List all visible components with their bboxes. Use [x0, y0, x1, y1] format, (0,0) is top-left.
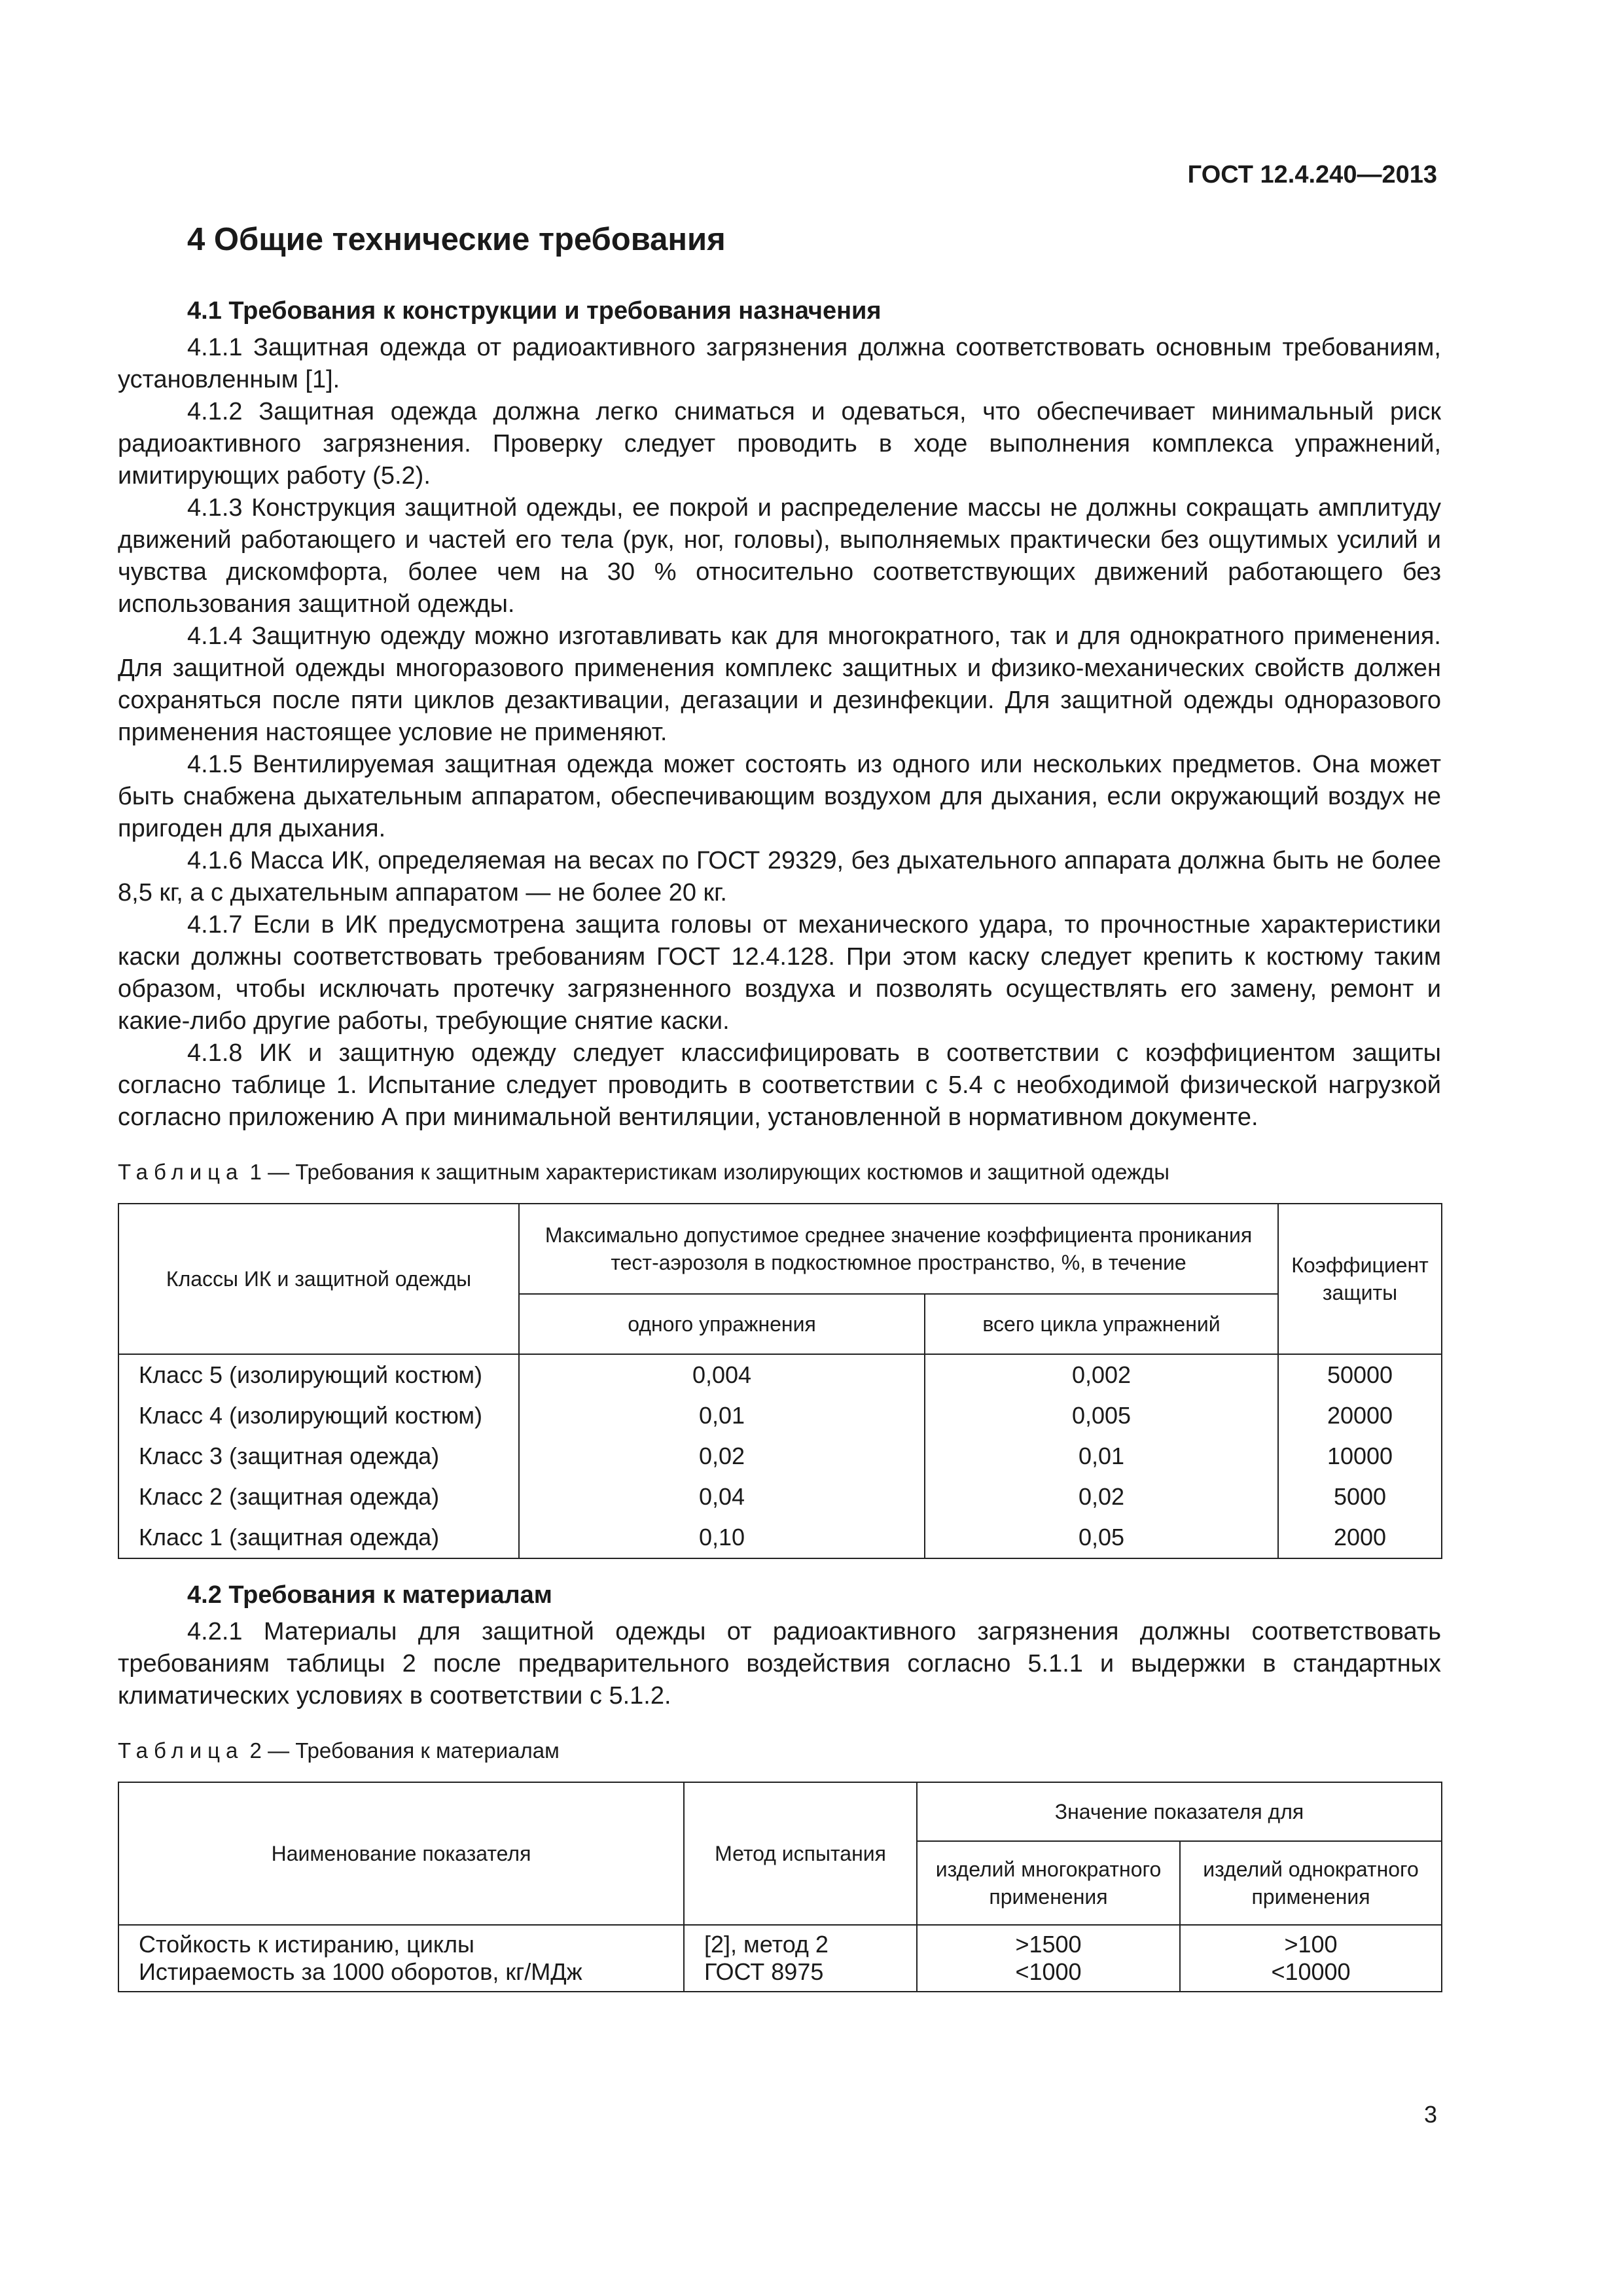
table2-caption	[118, 1738, 1441, 1763]
paragraph-4-2-1: 4.2.1 Материалы для защитной одежды от радиоактивного загрязнения должны соответствовать требованиям таблицы 2 после предварительного воздействия согласно 5.1.1 и выдержки в стандартных климатических условиях в соответствии с 5.1.2.	[118, 1618, 1441, 1710]
table1-caption-word: Таблица	[118, 1160, 244, 1184]
t1-header-class: Классы ИК и защитной одежды	[118, 1204, 519, 1354]
table-row	[118, 1436, 1442, 1477]
t1-cell-name: Класс 3 (защитная одежда)	[118, 1436, 519, 1477]
paragraph-4-1-2: 4.1.2 Защитная одежда должна легко сниматься и одеваться, что обеспечивает минимальный риск радиоактивного загрязнения. Проверку следует проводить в ходе выполнения комплекса упражнений, имитирующих работу (5.2).	[118, 398, 1441, 490]
t2-header-single: изделий однократного применения	[1180, 1841, 1442, 1925]
table-row	[118, 1354, 1442, 1395]
table-2	[118, 1782, 1442, 1992]
paragraph-4-1-1: 4.1.1 Защитная одежда от радиоактивного загрязнения должна соответствовать основным требованиям, установленным [1].	[118, 334, 1441, 393]
t2-cell-method	[684, 1925, 917, 1992]
t1-cell-all: 0,002	[925, 1354, 1278, 1395]
t1-cell-one: 0,004	[519, 1354, 925, 1395]
table-row	[118, 1477, 1442, 1517]
t1-cell-one: 0,01	[519, 1395, 925, 1436]
t1-header-all: всего цикла упражнений	[925, 1294, 1278, 1354]
t1-cell-coef: 50000	[1278, 1354, 1442, 1395]
table-1	[118, 1203, 1442, 1559]
section-title: 4 Общие технические требования	[187, 222, 726, 257]
paragraph-4-1-8: 4.1.8 ИК и защитную одежду следует классифицировать в соответствии с коэффициентом защиты согласно таблице 1. Испытание следует проводить в соответствии с 5.4 с необходимой физической нагрузкой согласно приложению А при минимальной вентиляции, установленной в нормативном документе.	[118, 1039, 1441, 1131]
paragraph-4-1-7: 4.1.7 Если в ИК предусмотрена защита головы от механического удара, то прочностные характеристики каски должны соответствовать требованиям ГОСТ 12.4.128. При этом каску следует крепить к костюму таким образом, чтобы исключать протечку загрязненного воздуха и позволять осуществлять его замену, ремонт и какие-либо другие работы, требующие снятие каски.	[118, 911, 1441, 1035]
t2-cell-multi	[917, 1925, 1180, 1992]
t1-cell-coef: 5000	[1278, 1477, 1442, 1517]
t2-header-group: Значение показателя для	[917, 1782, 1442, 1841]
t1-cell-all: 0,005	[925, 1395, 1278, 1436]
t2-method-line-2: ГОСТ 8975	[704, 1958, 824, 1985]
t2-multi-line-1: >1500	[1015, 1931, 1082, 1958]
subsection-title-4-1: 4.1 Требования к конструкции и требования назначения	[187, 297, 882, 325]
t2-header-method: Метод испытания	[684, 1782, 917, 1925]
t1-cell-name: Класс 2 (защитная одежда)	[118, 1477, 519, 1517]
table2-caption-word: Таблица	[118, 1738, 244, 1763]
subsection-title-4-2: 4.2 Требования к материалам	[187, 1581, 552, 1609]
page-number: 3	[1423, 2101, 1437, 2128]
t2-method-line-1: [2], метод 2	[704, 1931, 829, 1958]
t2-header-multi: изделий многократного применения	[917, 1841, 1180, 1925]
table2-caption-text: 2 — Требования к материалам	[243, 1738, 560, 1763]
t1-header-one: одного упражнения	[519, 1294, 925, 1354]
table-row	[118, 1925, 1442, 1992]
t1-cell-coef: 20000	[1278, 1395, 1442, 1436]
t1-cell-one: 0,02	[519, 1436, 925, 1477]
paragraph-4-1-5: 4.1.5 Вентилируемая защитная одежда может состоять из одного или нескольких предметов. Она может быть снабжена дыхательным аппаратом, обеспечивающим воздухом для дыхания, если окружающий воздух не пригоден для дыхания.	[118, 751, 1441, 842]
document-code: ГОСТ 12.4.240—2013	[1187, 161, 1437, 188]
t1-cell-coef: 10000	[1278, 1436, 1442, 1477]
t1-cell-coef: 2000	[1278, 1517, 1442, 1558]
t1-cell-all: 0,05	[925, 1517, 1278, 1558]
paragraph-4-1-6: 4.1.6 Масса ИК, определяемая на весах по ГОСТ 29329, без дыхательного аппарата должна быть не более 8,5 кг, а с дыхательным аппаратом — не более 20 кг.	[118, 847, 1441, 906]
table1-caption	[118, 1160, 1441, 1185]
t1-cell-all: 0,02	[925, 1477, 1278, 1517]
t2-name-line-2: Истираемость за 1000 оборотов, кг/МДж	[139, 1958, 582, 1985]
paragraph-4-1-4: 4.1.4 Защитную одежду можно изготавливать как для многократного, так и для однократного применения. Для защитной одежды многоразового применения комплекс защитных и физико-механических свойств должен сохраняться после пяти циклов дезактивации, дегазации и дезинфекции. Для защитной одежды одноразового применения настоящее условие не применяют.	[118, 622, 1441, 746]
table-row	[118, 1517, 1442, 1558]
t1-cell-one: 0,10	[519, 1517, 925, 1558]
t1-cell-one: 0,04	[519, 1477, 925, 1517]
t2-header-name: Наименование показателя	[118, 1782, 684, 1925]
table1-caption-text: 1 — Требования к защитным характеристикам изолирующих костюмов и защитной одежды	[243, 1160, 1170, 1184]
t2-single-line-1: >100	[1284, 1931, 1338, 1958]
t1-cell-name: Класс 4 (изолирующий костюм)	[118, 1395, 519, 1436]
t2-name-line-1: Стойкость к истиранию, циклы	[139, 1931, 474, 1958]
page-content	[118, 221, 1441, 1992]
t1-header-group: Максимально допустимое среднее значение коэффициента проникания тест-аэрозоля в подкостюмное пространство, %, в течение	[519, 1204, 1278, 1294]
t1-cell-name: Класс 1 (защитная одежда)	[118, 1517, 519, 1558]
t1-header-coef: Коэффициент защиты	[1278, 1204, 1442, 1354]
table-row	[118, 1395, 1442, 1436]
t2-multi-line-2: <1000	[1015, 1958, 1082, 1985]
t1-cell-all: 0,01	[925, 1436, 1278, 1477]
t1-cell-name: Класс 5 (изолирующий костюм)	[118, 1354, 519, 1395]
t2-single-line-2: <10000	[1271, 1958, 1351, 1985]
t2-cell-single	[1180, 1925, 1442, 1992]
paragraph-4-1-3: 4.1.3 Конструкция защитной одежды, ее покрой и распределение массы не должны сокращать амплитуду движений работающего и частей его тела (рук, ног, головы), выполняемых практически без ощутимых усилий и чувства дискомфорта, более чем на 30 % относительно соответствующих движений работающего без использования защитной одежды.	[118, 494, 1441, 618]
t2-cell-name	[118, 1925, 684, 1992]
